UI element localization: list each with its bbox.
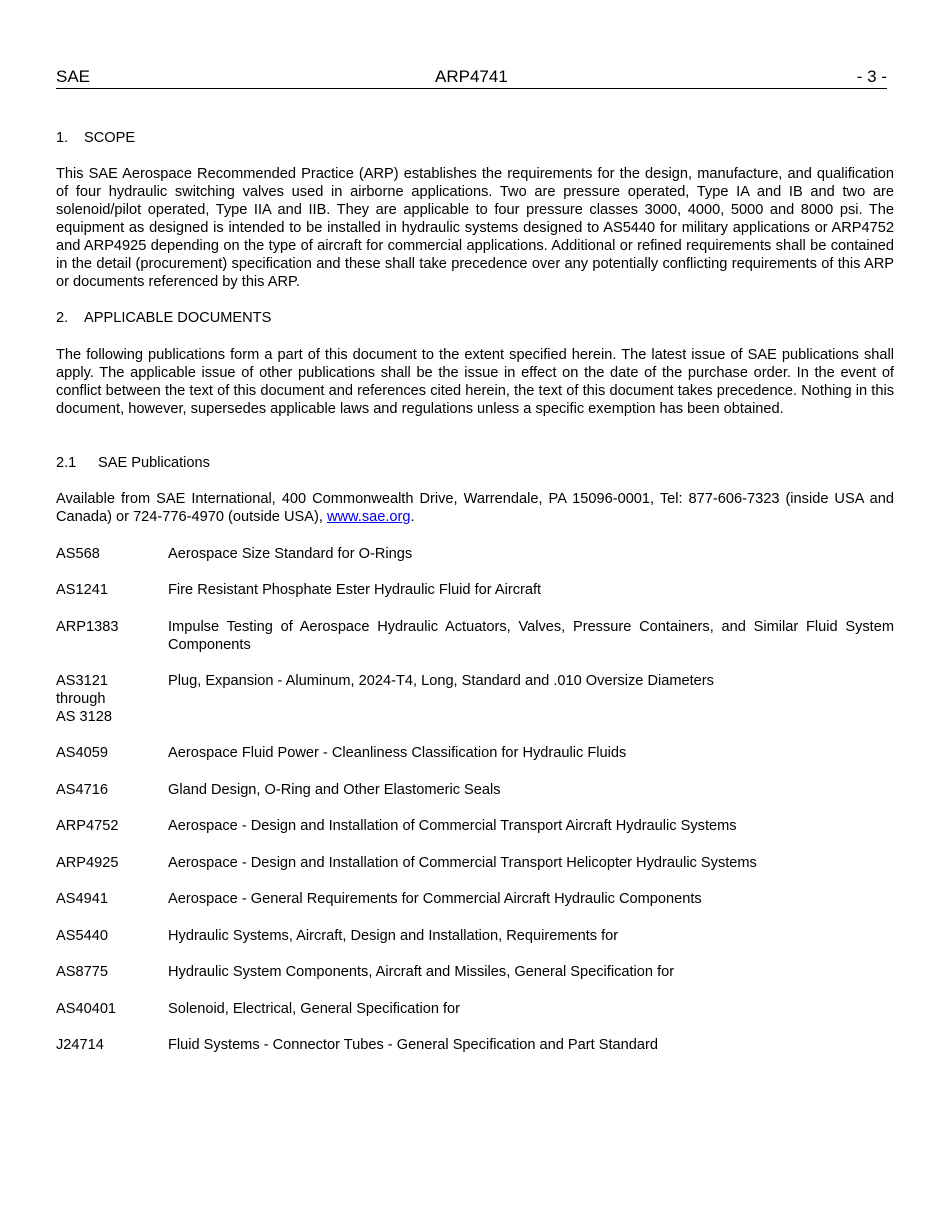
reference-title: Solenoid, Electrical, General Specification for <box>168 1001 461 1017</box>
section-2-title: APPLICABLE DOCUMENTS <box>84 310 272 326</box>
reference-id: AS1241 <box>56 582 108 598</box>
availability-text: Available from SAE International, 400 Commonwealth Drive, Warrendale, PA 15096-0001, Tel: 877-606-7323 (inside USA and Canada) or 724-776-4970 (outside USA), <box>56 491 894 525</box>
scope-paragraph: This SAE Aerospace Recommended Practice (ARP) establishes the requirements for the design, manufacture, and qualification of four hydraulic switching valves used in airborne applications. Two are pressure operated, Type IA and IB and two are solenoid/pilot operated, Type IIA and IIB. They are applicable to four pressure classes 3000, 4000, 5000 and 8000 psi. The equipment as designed is intended to be installed in hydraulic systems designed to AS5440 for military applications or ARP4752 and ARP4925 depending on the type of aircraft for commercial applications. Additional or refined requirements shall be contained in the detail (procurement) specification and these shall take precedence over any potentially conflicting requirements of this ARP or documents referenced by this ARP. <box>56 166 894 290</box>
reference-id: AS3121 through AS 3128 <box>56 673 112 725</box>
reference-title: Fire Resistant Phosphate Ester Hydraulic Fluid for Aircraft <box>168 582 542 598</box>
reference-id: AS568 <box>56 546 100 562</box>
reference-id: J24714 <box>56 1037 104 1053</box>
reference-title: Hydraulic Systems, Aircraft, Design and Installation, Requirements for <box>168 928 619 944</box>
reference-id: ARP4752 <box>56 818 119 834</box>
reference-id: AS4941 <box>56 891 108 907</box>
reference-title: Aerospace - General Requirements for Commercial Aircraft Hydraulic Components <box>168 891 702 907</box>
section-2-1-heading <box>56 454 210 472</box>
header-page-number: - 3 - <box>856 67 887 86</box>
reference-id: AS4716 <box>56 782 108 798</box>
reference-title: Aerospace Size Standard for O-Rings <box>168 546 413 562</box>
reference-title: Aerospace - Design and Installation of Commercial Transport Helicopter Hydraulic Systems <box>168 855 757 871</box>
section-2-1-title: SAE Publications <box>98 455 210 471</box>
reference-title: Plug, Expansion - Aluminum, 2024-T4, Long, Standard and .010 Oversize Diameters <box>168 673 714 689</box>
reference-id: ARP1383 <box>56 619 119 635</box>
reference-title: Aerospace Fluid Power - Cleanliness Classification for Hydraulic Fluids <box>168 745 627 761</box>
section-1-heading <box>56 129 135 147</box>
applicable-documents-paragraph: The following publications form a part of this document to the extent specified herein. The latest issue of SAE publications shall apply. The applicable issue of other publications shall be the issue in effect on the date of the purchase order. In the event of conflict between the text of this document and references cited herein, the text of this document takes precedence. Nothing in this document, however, supersedes applicable laws and regulations unless a specific exemption has been obtained. <box>56 347 894 417</box>
reference-id: AS4059 <box>56 745 108 761</box>
page-header <box>56 66 887 89</box>
section-2-heading <box>56 309 271 327</box>
reference-title: Hydraulic System Components, Aircraft and Missiles, General Specification for <box>168 964 675 980</box>
reference-title: Gland Design, O-Ring and Other Elastomeric Seals <box>168 782 501 798</box>
reference-id: AS5440 <box>56 928 108 944</box>
reference-id: AS40401 <box>56 1001 117 1017</box>
section-1-title: SCOPE <box>84 130 136 146</box>
sae-website-link[interactable]: www.sae.org <box>326 509 411 525</box>
reference-title: Impulse Testing of Aerospace Hydraulic Actuators, Valves, Pressure Containers, and Similar Fluid System Components <box>168 619 894 653</box>
availability-paragraph <box>56 490 894 526</box>
header-document-number: ARP4741 <box>435 67 508 86</box>
reference-id: ARP4925 <box>56 855 119 871</box>
reference-title: Aerospace - Design and Installation of Commercial Transport Aircraft Hydraulic Systems <box>168 818 737 834</box>
section-2-1-number: 2.1 <box>56 455 77 471</box>
reference-title: Fluid Systems - Connector Tubes - General Specification and Part Standard <box>168 1037 658 1053</box>
reference-id: AS8775 <box>56 964 108 980</box>
availability-suffix: . <box>410 509 415 525</box>
section-1-number: 1. <box>56 130 69 146</box>
section-2-number: 2. <box>56 310 69 326</box>
header-organization: SAE <box>56 67 91 86</box>
